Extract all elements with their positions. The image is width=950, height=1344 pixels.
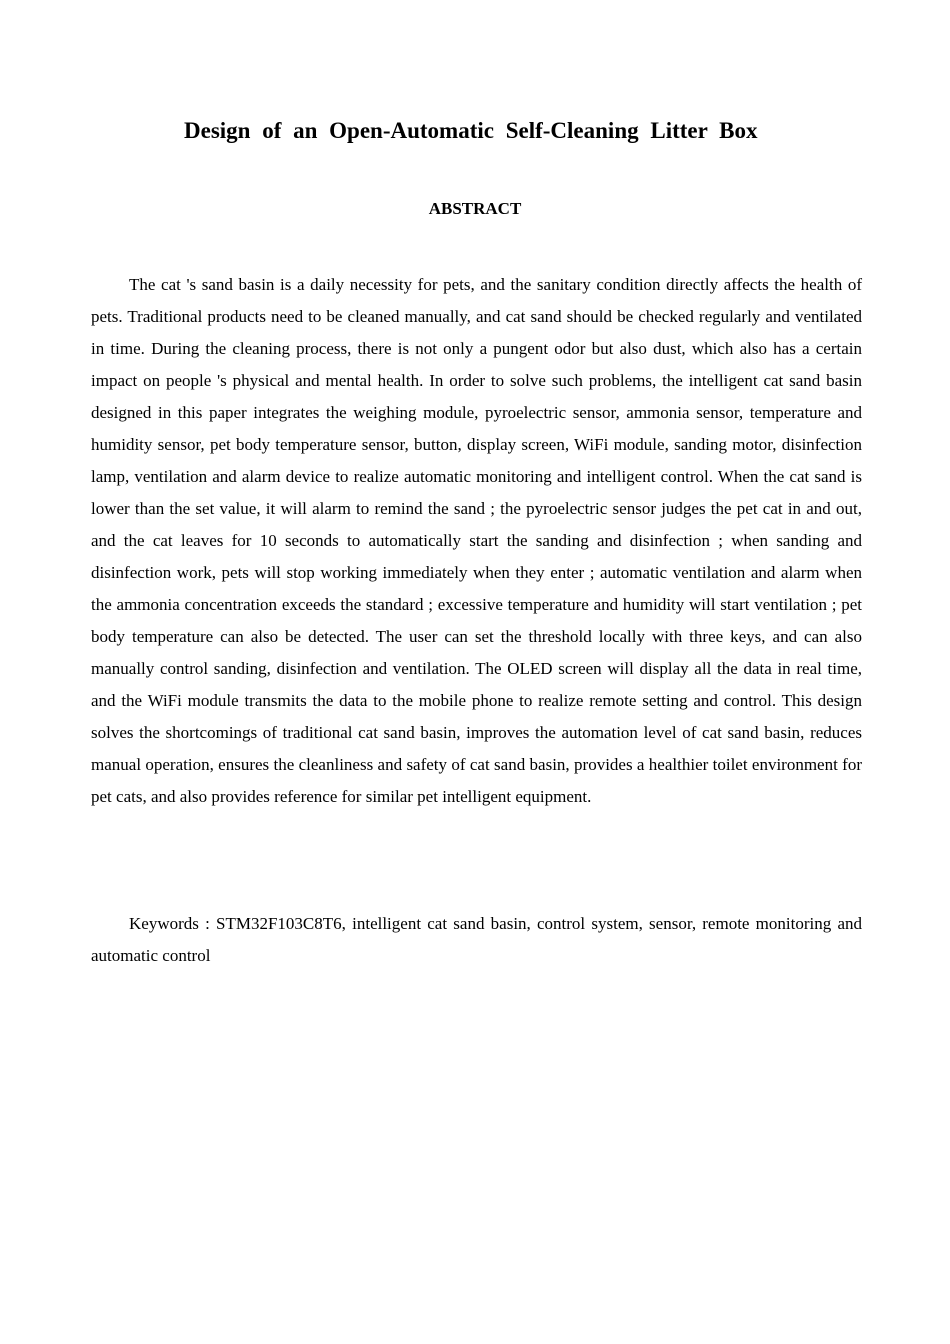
abstract-heading: ABSTRACT [428,199,522,218]
keywords-paragraph: Keywords : STM32F103C8T6, intelligent cat sand basin, control system, sensor, remote monitoring and automatic control [91,914,862,965]
document-title: Design of an Open-Automatic Self-Cleaning Litter Box [184,118,758,143]
abstract-body: The cat 's sand basin is a daily necessity for pets, and the sanitary condition directly affects the health of pets. Traditional products need to be cleaned manually, and cat sand should be checked regularly and ventilated in time. During the cleaning process, there is not only a pungent odor but also dust, which also has a certain impact on people 's physical and mental health. In order to solve such problems, the intelligent cat sand basin designed in this paper integrates the weighing module, pyroelectric sensor, ammonia sensor, temperature and humidity sensor, pet body temperature sensor, button, display screen, WiFi module, sanding motor, disinfection lamp, ventilation and alarm device to realize automatic monitoring and intelligent control. When the cat sand is lower than the set value, it will alarm to remind the sand ; the pyroelectric sensor judges the pet cat in and out, and the cat leaves for 10 seconds to automatically start the sanding and disinfection ; when sanding and disinfection work, pets will stop working immediately when they enter ; automatic ventilation and alarm when the ammonia concentration exceeds the standard ; excessive temperature and humidity will start ventilation ; pet body temperature can also be detected. The user can set the threshold locally with three keys, and can also manually control sanding, disinfection and ventilation. The OLED screen will display all the data in real time, and the WiFi module transmits the data to the mobile phone to realize remote setting and control. This design solves the shortcomings of traditional cat sand basin, improves the automation level of cat sand basin, reduces manual operation, ensures the cleanliness and safety of cat sand basin, provides a healthier toilet environment for pet cats, and also provides reference for similar pet intelligent equipment. [91,275,862,806]
